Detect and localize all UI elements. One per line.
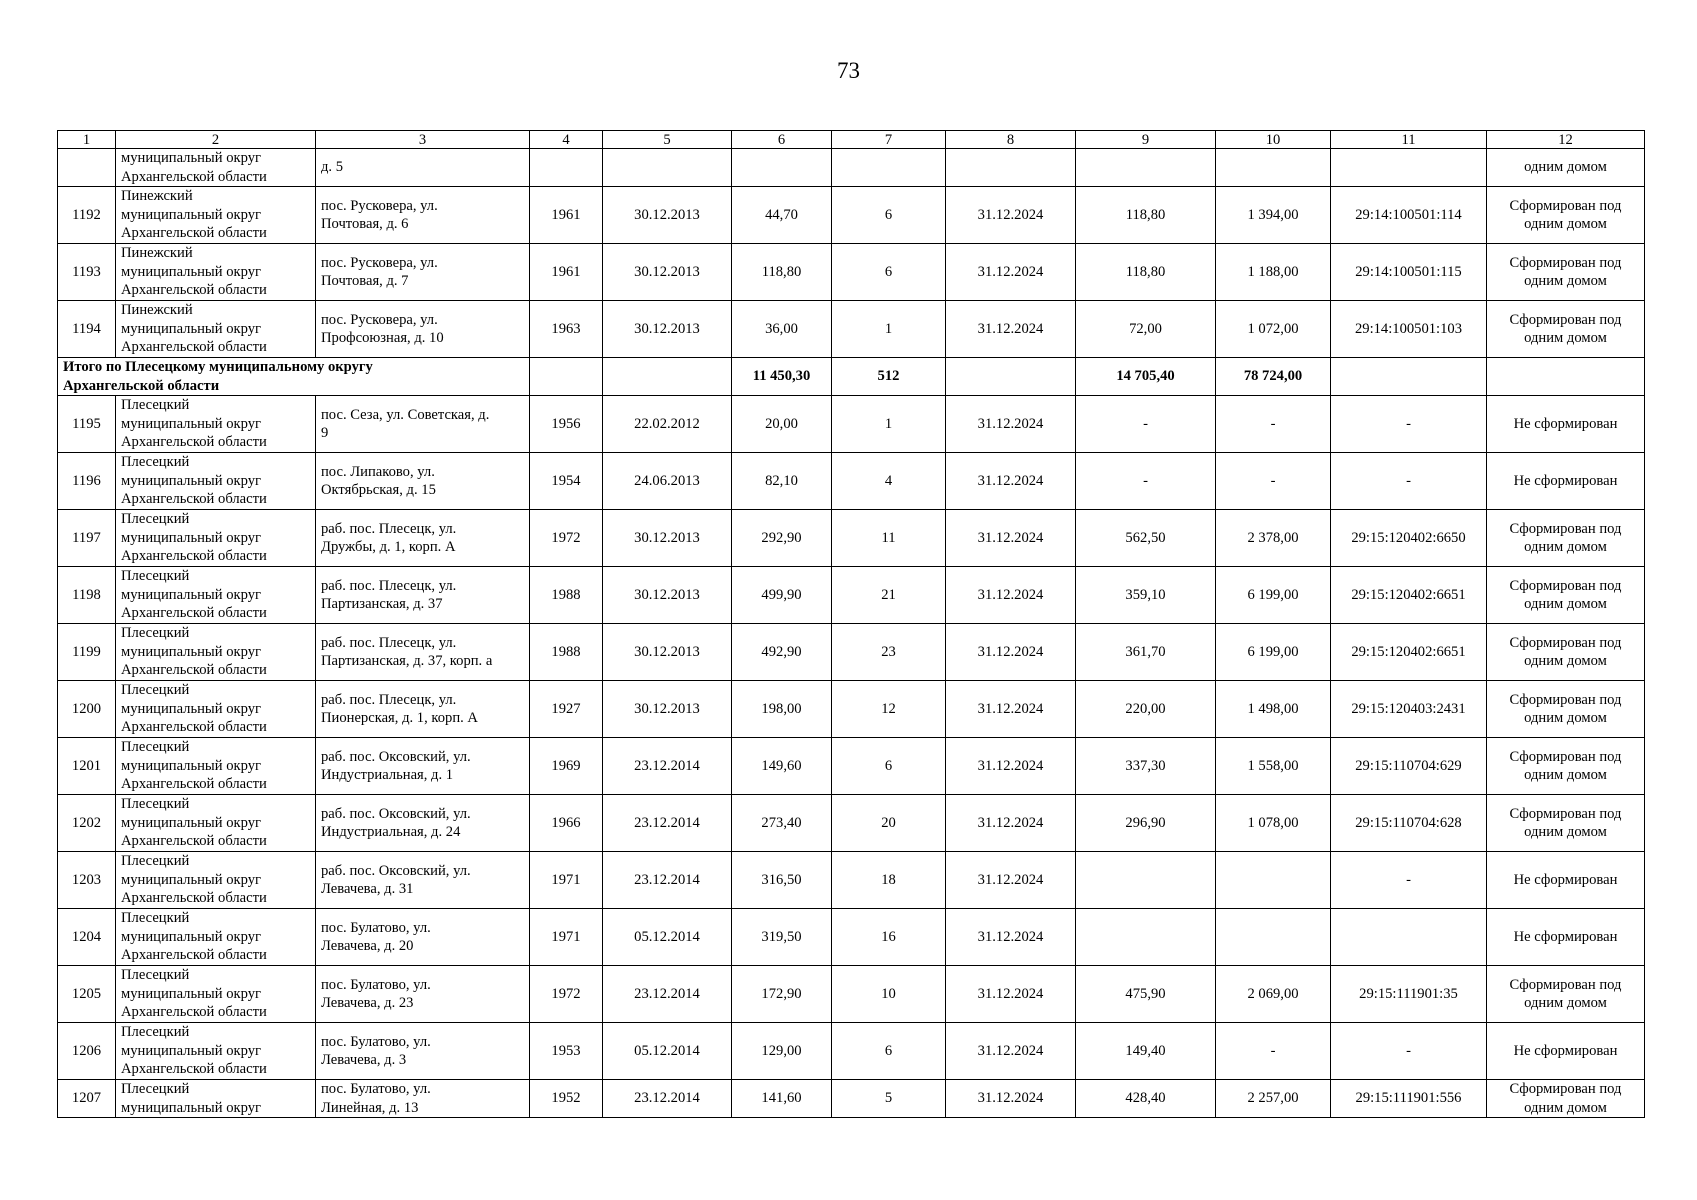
cell-address: пос. Булатово, ул. Линейная, д. 13 xyxy=(316,1080,530,1118)
cell-district: Плесецкий муниципальный округ Архангельской области xyxy=(116,510,316,567)
cell-cadastral-value xyxy=(1216,852,1331,909)
column-number-2: 2 xyxy=(116,131,316,149)
cell-land-status: Не сформирован xyxy=(1487,909,1645,966)
cell-area: 292,90 xyxy=(732,510,832,567)
cell-number: 1195 xyxy=(58,396,116,453)
cell-land-area: 337,30 xyxy=(1076,738,1216,795)
cell-residents: 18 xyxy=(832,852,946,909)
cell-land-area: 220,00 xyxy=(1076,681,1216,738)
header-row xyxy=(58,131,1645,149)
cell-cadastral-value: 1 558,00 xyxy=(1216,738,1331,795)
cell-date: 23.12.2014 xyxy=(603,966,732,1023)
cell-address: пос. Сеза, ул. Советская, д. 9 xyxy=(316,396,530,453)
cell-address: пос. Русковера, ул. Почтовая, д. 7 xyxy=(316,244,530,301)
total-area: 11 450,30 xyxy=(732,358,832,396)
cell-address: раб. пос. Оксовский, ул. Индустриальная, д. 24 xyxy=(316,795,530,852)
cell-year: 1972 xyxy=(530,966,603,1023)
cell-district: Плесецкий муниципальный округ Архангельской области xyxy=(116,852,316,909)
cell-land-status: Сформирован под одним домом xyxy=(1487,301,1645,358)
cell-district: Плесецкий муниципальный округ xyxy=(116,1080,316,1118)
table-row xyxy=(58,301,1645,358)
cell-number: 1204 xyxy=(58,909,116,966)
cell-cadastral-value xyxy=(1216,909,1331,966)
column-number-4: 4 xyxy=(530,131,603,149)
cell-year: 1927 xyxy=(530,681,603,738)
table-row xyxy=(58,396,1645,453)
cell-cadastral-number: 29:14:100501:103 xyxy=(1331,301,1487,358)
cell-area: 316,50 xyxy=(732,852,832,909)
cell-cadastral-number: - xyxy=(1331,453,1487,510)
cell-number: 1198 xyxy=(58,567,116,624)
total-year xyxy=(530,358,603,396)
cell-deadline: 31.12.2024 xyxy=(946,510,1076,567)
cell-land-area: 72,00 xyxy=(1076,301,1216,358)
total-cadastral-number xyxy=(1331,358,1487,396)
cell-cadastral-value: - xyxy=(1216,1023,1331,1080)
cell-date: 23.12.2014 xyxy=(603,1080,732,1118)
cell-cadastral-value: 2 069,00 xyxy=(1216,966,1331,1023)
cell-deadline: 31.12.2024 xyxy=(946,852,1076,909)
cell-deadline: 31.12.2024 xyxy=(946,681,1076,738)
cell-date: 23.12.2014 xyxy=(603,852,732,909)
cell-cadastral-number: - xyxy=(1331,1023,1487,1080)
cell-cadastral-value: 6 199,00 xyxy=(1216,567,1331,624)
cell-land-area: - xyxy=(1076,453,1216,510)
cell-date: 30.12.2013 xyxy=(603,681,732,738)
cell-year xyxy=(530,149,603,187)
cell-year: 1953 xyxy=(530,1023,603,1080)
column-number-9: 9 xyxy=(1076,131,1216,149)
cell-address: раб. пос. Плесецк, ул. Партизанская, д. 37 xyxy=(316,567,530,624)
cell-land-area xyxy=(1076,909,1216,966)
cell-land-status: Сформирован под одним домом xyxy=(1487,795,1645,852)
cell-cadastral-number: 29:15:120402:6651 xyxy=(1331,624,1487,681)
cell-land-status: Сформирован под одним домом xyxy=(1487,1080,1645,1118)
cell-land-area: 118,80 xyxy=(1076,244,1216,301)
cell-district: муниципальный округ Архангельской области xyxy=(116,149,316,187)
cell-area: 20,00 xyxy=(732,396,832,453)
cell-district: Плесецкий муниципальный округ Архангельской области xyxy=(116,738,316,795)
cell-land-status: Сформирован под одним домом xyxy=(1487,738,1645,795)
cell-land-status: Сформирован под одним домом xyxy=(1487,681,1645,738)
cell-year: 1969 xyxy=(530,738,603,795)
cell-number: 1203 xyxy=(58,852,116,909)
cell-cadastral-number: 29:15:110704:629 xyxy=(1331,738,1487,795)
column-number-1: 1 xyxy=(58,131,116,149)
total-label: Итого по Плесецкому муниципальному округу Архангельской области xyxy=(58,358,530,396)
cell-land-area: - xyxy=(1076,396,1216,453)
cell-land-area: 361,70 xyxy=(1076,624,1216,681)
cell-cadastral-number: 29:15:120402:6651 xyxy=(1331,567,1487,624)
cell-cadastral-number: - xyxy=(1331,852,1487,909)
cell-address: раб. пос. Плесецк, ул. Дружбы, д. 1, корп. А xyxy=(316,510,530,567)
cell-deadline: 31.12.2024 xyxy=(946,1023,1076,1080)
cell-deadline: 31.12.2024 xyxy=(946,738,1076,795)
cell-date: 22.02.2012 xyxy=(603,396,732,453)
cell-deadline: 31.12.2024 xyxy=(946,301,1076,358)
cell-deadline: 31.12.2024 xyxy=(946,396,1076,453)
cell-date: 30.12.2013 xyxy=(603,301,732,358)
cell-land-area: 149,40 xyxy=(1076,1023,1216,1080)
cell-cadastral-value: 6 199,00 xyxy=(1216,624,1331,681)
table-row xyxy=(58,187,1645,244)
cell-number: 1205 xyxy=(58,966,116,1023)
cell-land-area: 428,40 xyxy=(1076,1080,1216,1118)
cell-cadastral-value: 1 394,00 xyxy=(1216,187,1331,244)
cell-land-status: Не сформирован xyxy=(1487,852,1645,909)
cell-cadastral-value: 2 378,00 xyxy=(1216,510,1331,567)
cell-residents: 6 xyxy=(832,244,946,301)
cell-residents xyxy=(832,149,946,187)
cell-residents: 6 xyxy=(832,187,946,244)
cell-residents: 16 xyxy=(832,909,946,966)
cell-district: Плесецкий муниципальный округ Архангельской области xyxy=(116,966,316,1023)
cell-district: Плесецкий муниципальный округ Архангельской области xyxy=(116,567,316,624)
table-row xyxy=(58,149,1645,187)
cell-date: 30.12.2013 xyxy=(603,187,732,244)
cell-land-area: 118,80 xyxy=(1076,187,1216,244)
table-row xyxy=(58,244,1645,301)
cell-land-status: Не сформирован xyxy=(1487,453,1645,510)
cell-cadastral-value xyxy=(1216,149,1331,187)
cell-residents: 4 xyxy=(832,453,946,510)
cell-land-status: Сформирован под одним домом xyxy=(1487,567,1645,624)
cell-cadastral-value: 1 498,00 xyxy=(1216,681,1331,738)
cell-date: 30.12.2013 xyxy=(603,244,732,301)
cell-number: 1197 xyxy=(58,510,116,567)
cell-number: 1202 xyxy=(58,795,116,852)
cell-address: раб. пос. Плесецк, ул. Партизанская, д. 37, корп. а xyxy=(316,624,530,681)
cell-deadline: 31.12.2024 xyxy=(946,795,1076,852)
column-number-5: 5 xyxy=(603,131,732,149)
cell-district: Плесецкий муниципальный округ Архангельской области xyxy=(116,624,316,681)
cell-address: пос. Булатово, ул. Левачева, д. 3 xyxy=(316,1023,530,1080)
cell-address: пос. Липаково, ул. Октябрьская, д. 15 xyxy=(316,453,530,510)
cell-residents: 11 xyxy=(832,510,946,567)
cell-area: 82,10 xyxy=(732,453,832,510)
cell-number: 1201 xyxy=(58,738,116,795)
column-number-11: 11 xyxy=(1331,131,1487,149)
table-row xyxy=(58,1080,1645,1118)
cell-district: Плесецкий муниципальный округ Архангельской области xyxy=(116,396,316,453)
cell-address: пос. Русковера, ул. Профсоюзная, д. 10 xyxy=(316,301,530,358)
cell-area: 36,00 xyxy=(732,301,832,358)
cell-deadline: 31.12.2024 xyxy=(946,567,1076,624)
cell-year: 1988 xyxy=(530,624,603,681)
total-row xyxy=(58,358,1645,396)
cell-date: 30.12.2013 xyxy=(603,510,732,567)
cell-district: Плесецкий муниципальный округ Архангельской области xyxy=(116,681,316,738)
cell-land-area: 296,90 xyxy=(1076,795,1216,852)
cell-number: 1200 xyxy=(58,681,116,738)
cell-cadastral-value: 1 072,00 xyxy=(1216,301,1331,358)
cell-year: 1966 xyxy=(530,795,603,852)
total-land-status xyxy=(1487,358,1645,396)
cell-deadline: 31.12.2024 xyxy=(946,187,1076,244)
cell-year: 1954 xyxy=(530,453,603,510)
cell-residents: 21 xyxy=(832,567,946,624)
cell-number: 1194 xyxy=(58,301,116,358)
cell-year: 1971 xyxy=(530,852,603,909)
cell-area: 492,90 xyxy=(732,624,832,681)
cell-area: 499,90 xyxy=(732,567,832,624)
cell-address: пос. Булатово, ул. Левачева, д. 20 xyxy=(316,909,530,966)
cell-area: 149,60 xyxy=(732,738,832,795)
housing-register-table xyxy=(57,130,1645,1118)
cell-date: 24.06.2013 xyxy=(603,453,732,510)
column-number-10: 10 xyxy=(1216,131,1331,149)
total-land-area: 14 705,40 xyxy=(1076,358,1216,396)
cell-cadastral-value: 2 257,00 xyxy=(1216,1080,1331,1118)
cell-district: Пинежский муниципальный округ Архангельской области xyxy=(116,187,316,244)
cell-area: 198,00 xyxy=(732,681,832,738)
cell-area: 319,50 xyxy=(732,909,832,966)
total-deadline xyxy=(946,358,1076,396)
cell-district: Пинежский муниципальный округ Архангельской области xyxy=(116,244,316,301)
cell-date: 30.12.2013 xyxy=(603,624,732,681)
cell-cadastral-number: 29:15:111901:556 xyxy=(1331,1080,1487,1118)
cell-land-status: Сформирован под одним домом xyxy=(1487,187,1645,244)
cell-year: 1952 xyxy=(530,1080,603,1118)
cell-date: 30.12.2013 xyxy=(603,567,732,624)
cell-area: 118,80 xyxy=(732,244,832,301)
cell-deadline: 31.12.2024 xyxy=(946,453,1076,510)
total-residents: 512 xyxy=(832,358,946,396)
cell-area: 273,40 xyxy=(732,795,832,852)
cell-cadastral-number: 29:15:120403:2431 xyxy=(1331,681,1487,738)
cell-address: пос. Русковера, ул. Почтовая, д. 6 xyxy=(316,187,530,244)
cell-district: Плесецкий муниципальный округ Архангельской области xyxy=(116,1023,316,1080)
table-row xyxy=(58,510,1645,567)
cell-land-status: Сформирован под одним домом xyxy=(1487,244,1645,301)
cell-land-area: 562,50 xyxy=(1076,510,1216,567)
cell-address: д. 5 xyxy=(316,149,530,187)
cell-address: пос. Булатово, ул. Левачева, д. 23 xyxy=(316,966,530,1023)
cell-residents: 6 xyxy=(832,1023,946,1080)
cell-cadastral-number: 29:15:120402:6650 xyxy=(1331,510,1487,567)
cell-area: 44,70 xyxy=(732,187,832,244)
cell-area: 172,90 xyxy=(732,966,832,1023)
cell-deadline xyxy=(946,149,1076,187)
cell-land-status: Сформирован под одним домом xyxy=(1487,624,1645,681)
cell-address: раб. пос. Плесецк, ул. Пионерская, д. 1, корп. А xyxy=(316,681,530,738)
cell-date: 23.12.2014 xyxy=(603,738,732,795)
total-cadastral-value: 78 724,00 xyxy=(1216,358,1331,396)
table-row xyxy=(58,852,1645,909)
table-row xyxy=(58,453,1645,510)
cell-residents: 5 xyxy=(832,1080,946,1118)
cell-year: 1961 xyxy=(530,187,603,244)
table-row xyxy=(58,966,1645,1023)
cell-cadastral-number: - xyxy=(1331,396,1487,453)
table-row xyxy=(58,909,1645,966)
cell-cadastral-number xyxy=(1331,909,1487,966)
cell-deadline: 31.12.2024 xyxy=(946,909,1076,966)
cell-deadline: 31.12.2024 xyxy=(946,244,1076,301)
cell-cadastral-value: 1 188,00 xyxy=(1216,244,1331,301)
cell-land-status: одним домом xyxy=(1487,149,1645,187)
cell-address: раб. пос. Оксовский, ул. Левачева, д. 31 xyxy=(316,852,530,909)
cell-address: раб. пос. Оксовский, ул. Индустриальная, д. 1 xyxy=(316,738,530,795)
column-number-8: 8 xyxy=(946,131,1076,149)
column-number-7: 7 xyxy=(832,131,946,149)
total-date xyxy=(603,358,732,396)
cell-deadline: 31.12.2024 xyxy=(946,624,1076,681)
cell-number: 1196 xyxy=(58,453,116,510)
cell-cadastral-number xyxy=(1331,149,1487,187)
cell-cadastral-value: 1 078,00 xyxy=(1216,795,1331,852)
table-row xyxy=(58,681,1645,738)
cell-year: 1988 xyxy=(530,567,603,624)
cell-deadline: 31.12.2024 xyxy=(946,966,1076,1023)
table-row xyxy=(58,1023,1645,1080)
cell-land-area xyxy=(1076,852,1216,909)
cell-area: 129,00 xyxy=(732,1023,832,1080)
cell-cadastral-number: 29:15:111901:35 xyxy=(1331,966,1487,1023)
cell-number xyxy=(58,149,116,187)
cell-land-status: Не сформирован xyxy=(1487,1023,1645,1080)
column-number-12: 12 xyxy=(1487,131,1645,149)
cell-year: 1961 xyxy=(530,244,603,301)
cell-residents: 1 xyxy=(832,396,946,453)
table-row xyxy=(58,624,1645,681)
table-row xyxy=(58,738,1645,795)
cell-land-area: 475,90 xyxy=(1076,966,1216,1023)
cell-cadastral-value: - xyxy=(1216,453,1331,510)
cell-residents: 10 xyxy=(832,966,946,1023)
cell-cadastral-number: 29:14:100501:114 xyxy=(1331,187,1487,244)
cell-year: 1972 xyxy=(530,510,603,567)
cell-land-status: Сформирован под одним домом xyxy=(1487,966,1645,1023)
cell-number: 1207 xyxy=(58,1080,116,1118)
table-row xyxy=(58,795,1645,852)
cell-year: 1956 xyxy=(530,396,603,453)
cell-residents: 23 xyxy=(832,624,946,681)
cell-area xyxy=(732,149,832,187)
cell-number: 1199 xyxy=(58,624,116,681)
cell-area: 141,60 xyxy=(732,1080,832,1118)
cell-residents: 6 xyxy=(832,738,946,795)
cell-date: 05.12.2014 xyxy=(603,1023,732,1080)
cell-number: 1206 xyxy=(58,1023,116,1080)
cell-number: 1193 xyxy=(58,244,116,301)
cell-year: 1971 xyxy=(530,909,603,966)
cell-land-area: 359,10 xyxy=(1076,567,1216,624)
cell-cadastral-value: - xyxy=(1216,396,1331,453)
cell-residents: 12 xyxy=(832,681,946,738)
cell-date: 05.12.2014 xyxy=(603,909,732,966)
page-number: 73 xyxy=(837,58,860,83)
cell-land-status: Не сформирован xyxy=(1487,396,1645,453)
cell-cadastral-number: 29:14:100501:115 xyxy=(1331,244,1487,301)
cell-year: 1963 xyxy=(530,301,603,358)
cell-residents: 20 xyxy=(832,795,946,852)
cell-date: 23.12.2014 xyxy=(603,795,732,852)
cell-date xyxy=(603,149,732,187)
cell-land-status: Сформирован под одним домом xyxy=(1487,510,1645,567)
table-row xyxy=(58,567,1645,624)
cell-land-area xyxy=(1076,149,1216,187)
cell-deadline: 31.12.2024 xyxy=(946,1080,1076,1118)
cell-district: Плесецкий муниципальный округ Архангельской области xyxy=(116,795,316,852)
cell-district: Пинежский муниципальный округ Архангельской области xyxy=(116,301,316,358)
column-number-3: 3 xyxy=(316,131,530,149)
cell-district: Плесецкий муниципальный округ Архангельской области xyxy=(116,453,316,510)
cell-district: Плесецкий муниципальный округ Архангельской области xyxy=(116,909,316,966)
cell-cadastral-number: 29:15:110704:628 xyxy=(1331,795,1487,852)
cell-residents: 1 xyxy=(832,301,946,358)
column-number-6: 6 xyxy=(732,131,832,149)
cell-number: 1192 xyxy=(58,187,116,244)
